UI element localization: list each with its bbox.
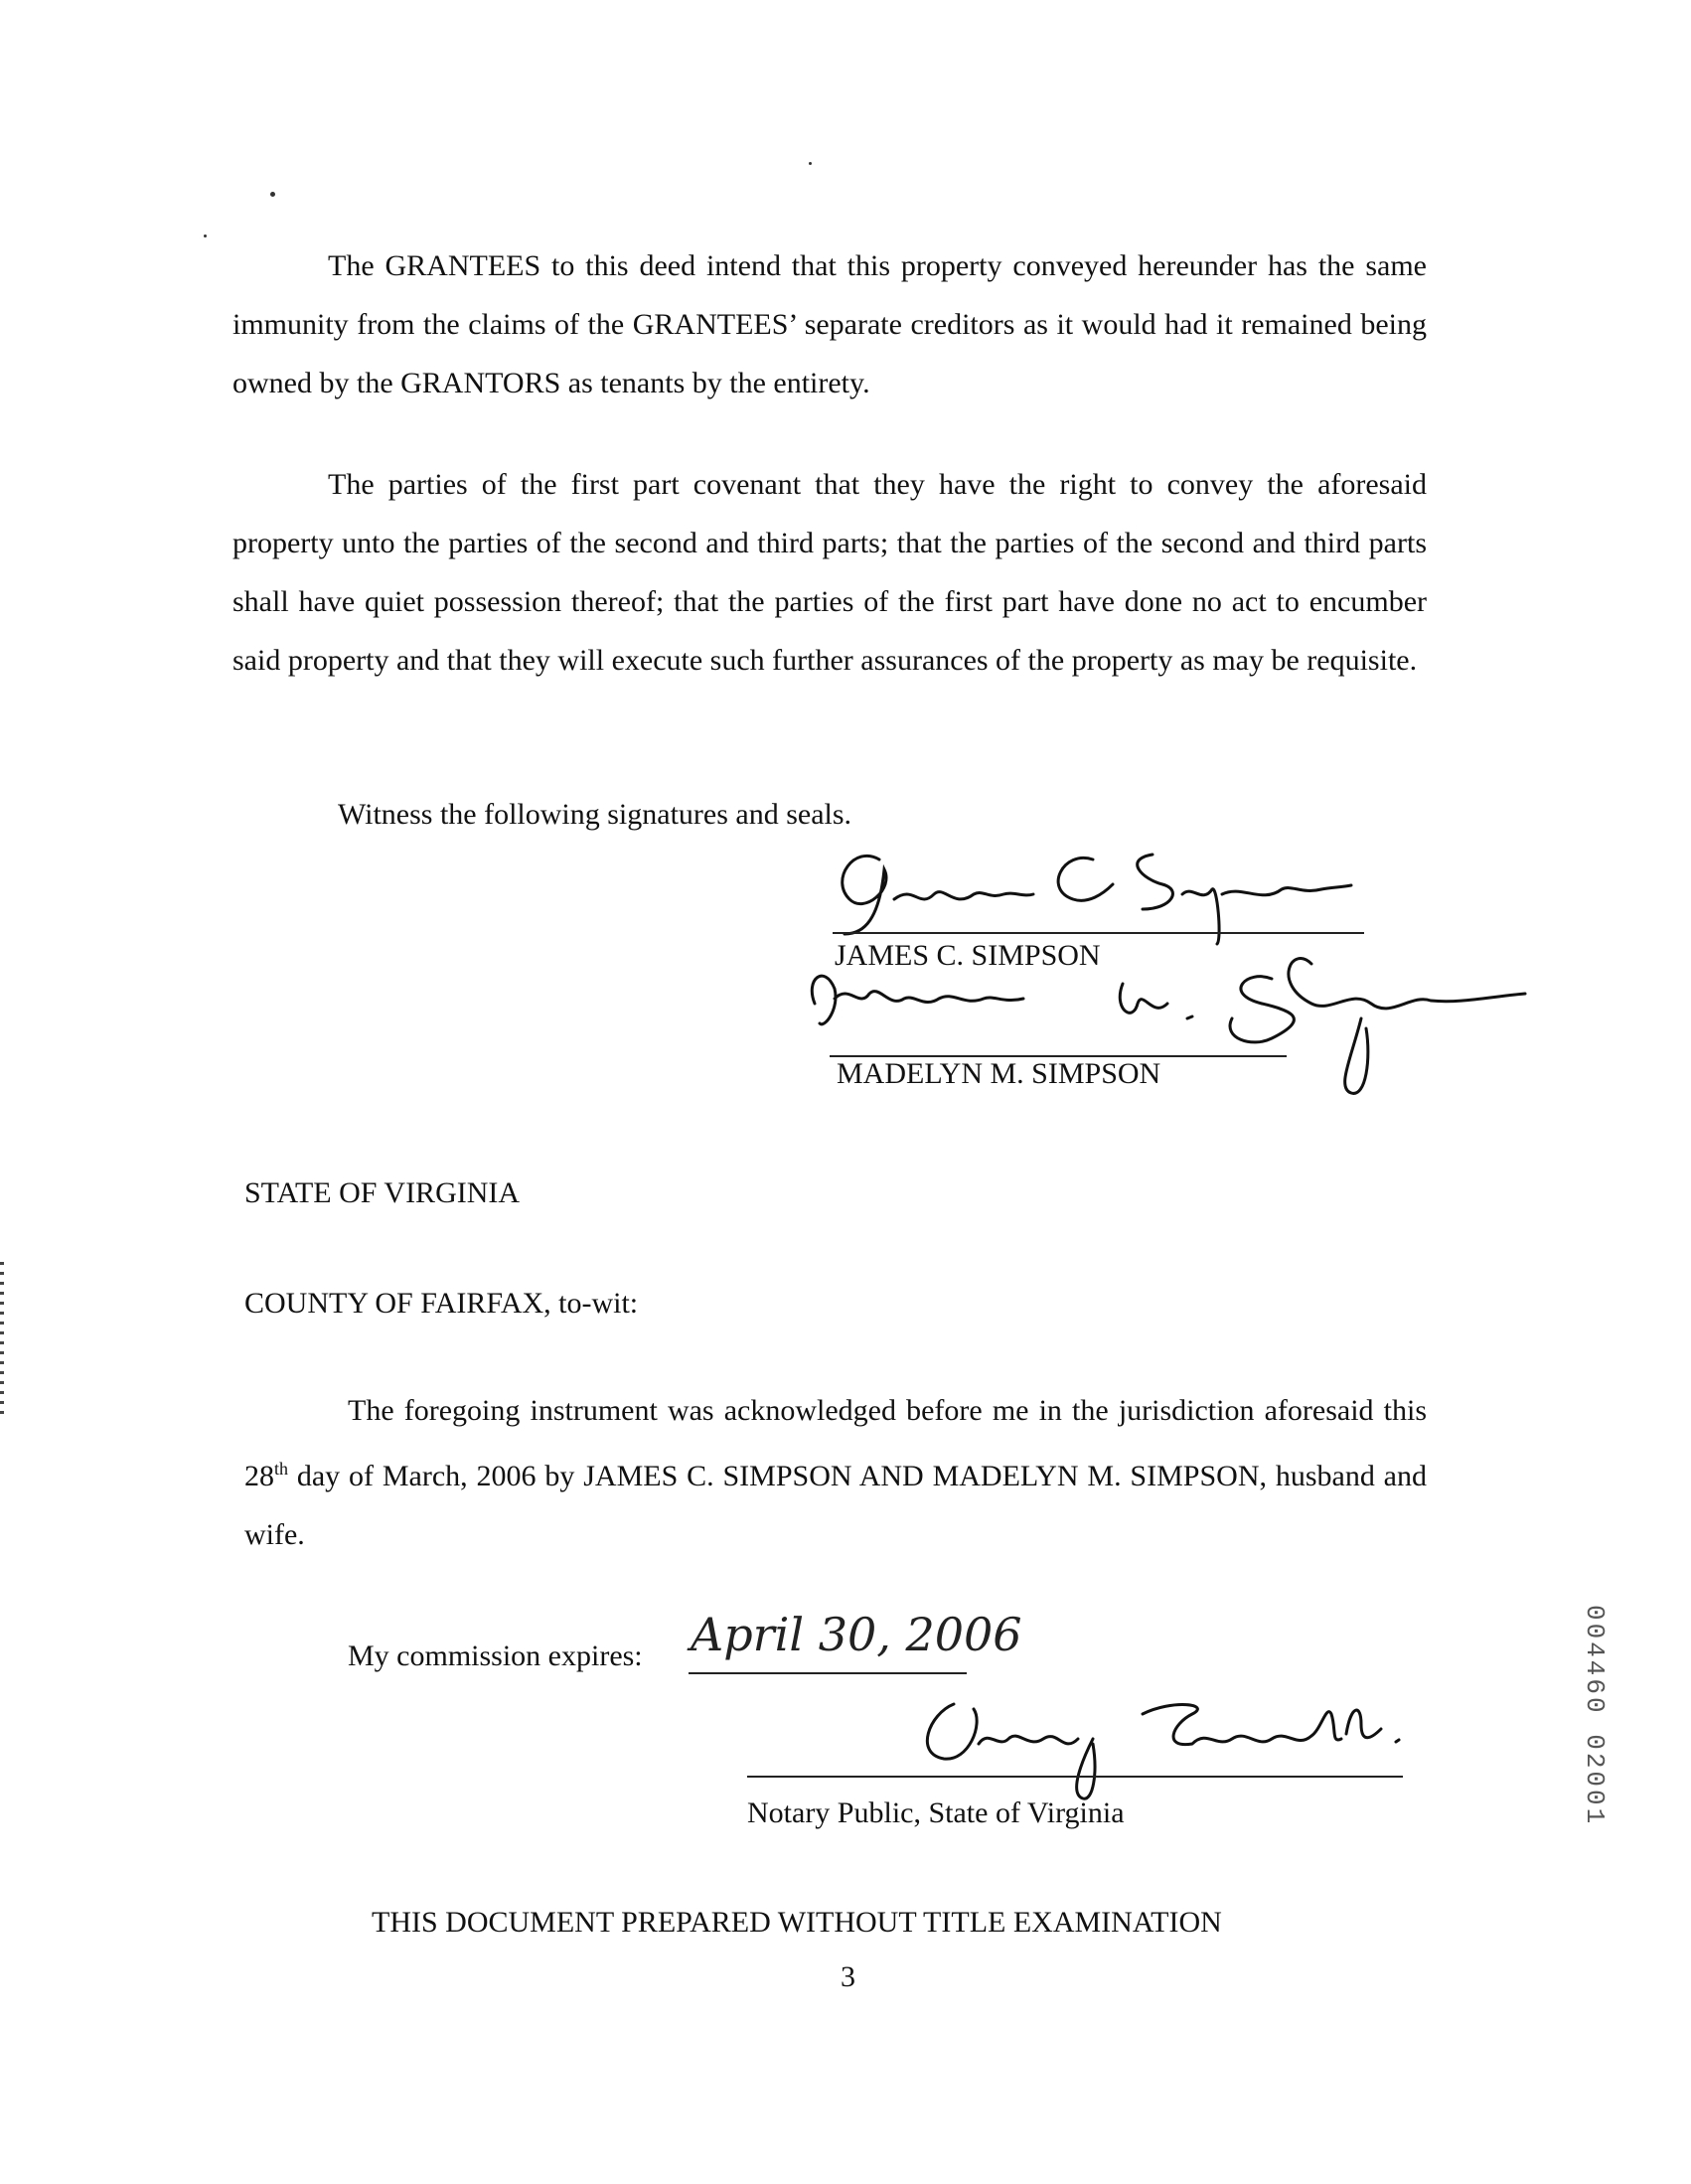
scan-edge-marks — [0, 1262, 4, 1421]
signature-notary — [894, 1684, 1421, 1803]
commission-label: My commission expires: — [348, 1639, 643, 1672]
ack-text-end: day of March, 2006 by JAMES C. SIMPSON AND MADELYN M. SIMPSON, husband and wife. — [244, 1460, 1427, 1551]
commission-date-line — [689, 1672, 967, 1674]
notary-signature-line — [747, 1776, 1403, 1778]
ack-ordinal-suffix: th — [274, 1459, 289, 1479]
notary-title: Notary Public, State of Virginia — [747, 1796, 1125, 1829]
grantees-paragraph: The GRANTEES to this deed intend that this property conveyed hereunder has the same immunity from the claims of the GRANTEES’ separate creditors as it would had it remained being owned by the GRANTORS as tenants by the entirety. — [232, 249, 1427, 399]
signature-line-1 — [833, 932, 1364, 934]
state-heading: STATE OF VIRGINIA — [244, 1176, 521, 1209]
acknowledgment-paragraph — [244, 1381, 1427, 1564]
covenant-paragraph: The parties of the first part covenant that they have the right to convey the aforesaid property unto the parties of the second and third parts; that the parties of the second and third parts shall have quiet possession thereof; that the parties of the first part have done no act to encumber said property and that they will execute such further assurances of the property as may be requisite. — [232, 468, 1427, 677]
witness-line: Witness the following signatures and seals. — [338, 798, 852, 831]
side-stamp-text: 004460 02001 — [1580, 1605, 1610, 1827]
scan-speck — [809, 162, 812, 165]
county-heading: COUNTY OF FAIRFAX, to-wit: — [244, 1287, 639, 1320]
ack-text-start: The foregoing instrument was acknowledged before me in the jurisdiction aforesaid this 28 — [244, 1394, 1427, 1492]
signer2-name: MADELYN M. SIMPSON — [837, 1057, 1161, 1090]
footer-notice: THIS DOCUMENT PREPARED WITHOUT TITLE EXAMINATION — [372, 1906, 1222, 1939]
side-recording-stamp — [1580, 1605, 1610, 1826]
page-number: 3 — [841, 1960, 855, 1993]
commission-date: April 30, 2006 — [691, 1608, 1022, 1661]
scan-speck — [204, 234, 207, 237]
signer1-name: JAMES C. SIMPSON — [835, 939, 1101, 972]
scan-speck — [270, 192, 275, 197]
